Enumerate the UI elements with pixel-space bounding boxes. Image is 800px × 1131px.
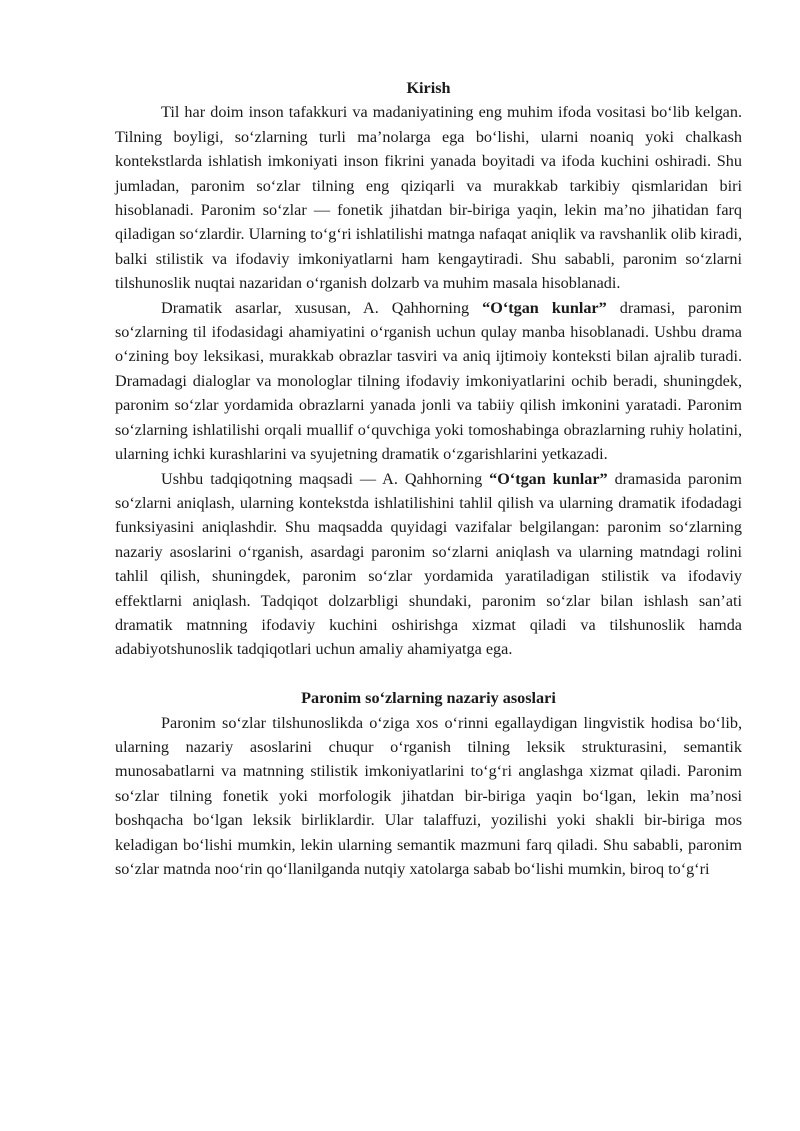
intro-paragraph-2-start: Dramatik asarlar, xususan, A. Qahhorning: [161, 298, 483, 317]
intro-paragraph-1: Til har doim inson tafakkuri va madaniyatining eng muhim ifoda vositasi bo‘lib kelgan. Tilning boyligi, so‘zlarning turli ma’nolarga ega bo‘lishi, ularni noaniq yoki chalkash kontekstlarda ishlatish imkoniyati inson fikrini yanada boyitadi va ifoda kuchini oshiradi. Shu jumladan, paronim so‘zlar tilning eng qiziqarli va murakkab tarkibiy qismlaridan biri hisoblanadi. Paronim so‘zlar — fonetik jihatdan bir-biriga yaqin, lekin ma’no jihatidan farq qiladigan so‘zlardir. Ularning to‘g‘ri ishlatilishi matnga nafaqat aniqlik va ravshanlik olib kiradi, balki stilistik va ifodaviy imkoniyatlarni ham kengaytiradi. Shu sababli, paronim so‘zlarni tilshunoslik nuqtai nazaridan o‘rganish dolzarb va muhim masala hisoblanadi.: [115, 103, 742, 293]
drama-title: “O‘tgan kunlar”: [482, 298, 607, 317]
intro-paragraph-3-start: Ushbu tadqiqotning maqsadi — A. Qahhorning: [161, 469, 490, 488]
intro-paragraph-3-end: dramasida paronim so‘zlarni aniqlash, ularning kontekstda ishlatilishini tahlil qilish va ularning dramatik ifodadagi funksiyasini aniqlashdir. Shu maqsadda quyidagi vazifalar belgilangan: paronim so‘zlarning nazariy asoslarini o‘rganish, asardagi paronim so‘zlarni aniqlash va ularning matndagi rolini tahlil qilish, shuningdek, paronim so‘zlar yordamida yaratiladigan stilistik va ifodaviy effektlarni aniqlash. Tadqiqot dolzarbligi shundaki, paronim so‘zlar bilan ishlash san’ati dramatik matnning ifodaviy kuchini oshirishga xizmat qiladi va tilshunoslik hamda adabiyotshunoslik tadqiqotlari uchun amaliy ahamiyatga ega.: [115, 469, 742, 659]
intro-paragraph-2-end: dramasi, paronim so‘zlarning til ifodasidagi ahamiyatini o‘rganish uchun qulay manba hisoblanadi. Ushbu drama o‘zining boy leksikasi, murakkab obrazlar tasviri va aniq ijtimoiy konteksti bilan ajralib turadi. Dramadagi dialoglar va monologlar tilning ifodaviy imkoniyatlarini ochib beradi, shuningdek, paronim so‘zlar yordamida obrazlarni yanada jonli va tabiiy qilish imkonini yaratadi. Paronim so‘zlarning ishlatilishi orqali muallif o‘quvchiga yoki tomoshabinga obrazlarning ruhiy holatini, ularning ichki kurashlarini va syujetning dramatik o‘zgarishlarini yetkazadi.: [115, 298, 742, 464]
section-title-nazariy-asoslar: Paronim so‘zlarning nazariy asoslari: [301, 689, 556, 708]
drama-title: “O‘tgan kunlar”: [489, 469, 608, 488]
intro-paragraph-2: [115, 296, 742, 467]
document-page: [115, 76, 742, 881]
section-title-kirish: Kirish: [406, 79, 451, 97]
intro-paragraph-3: [115, 467, 742, 662]
theory-paragraph-1: Paronim so‘zlar tilshunoslikda o‘ziga xos o‘rinni egallaydigan lingvistik hodisa bo‘lib, ularning nazariy asoslarini chuqur o‘rganish tilning leksik strukturasini, semantik munosabatlarni va matnning stilistik imkoniyatlarini to‘g‘ri anglashga xizmat qiladi. Paronim so‘zlar tilning fonetik yoki morfologik jihatdan bir-biriga yaqin bo‘lgan, lekin ma’nosi boshqacha bo‘lgan leksik birliklardir. Ular talaffuzi, yozilishi yoki shakli bir-biriga mos keladigan bo‘lishi mumkin, lekin ularning semantik mazmuni farq qiladi. Shu sababli, paronim so‘zlar matnda noo‘rin qo‘llanilganda nutqiy xatolarga sabab bo‘lishi mumkin, biroq to‘g‘ri: [115, 713, 742, 878]
